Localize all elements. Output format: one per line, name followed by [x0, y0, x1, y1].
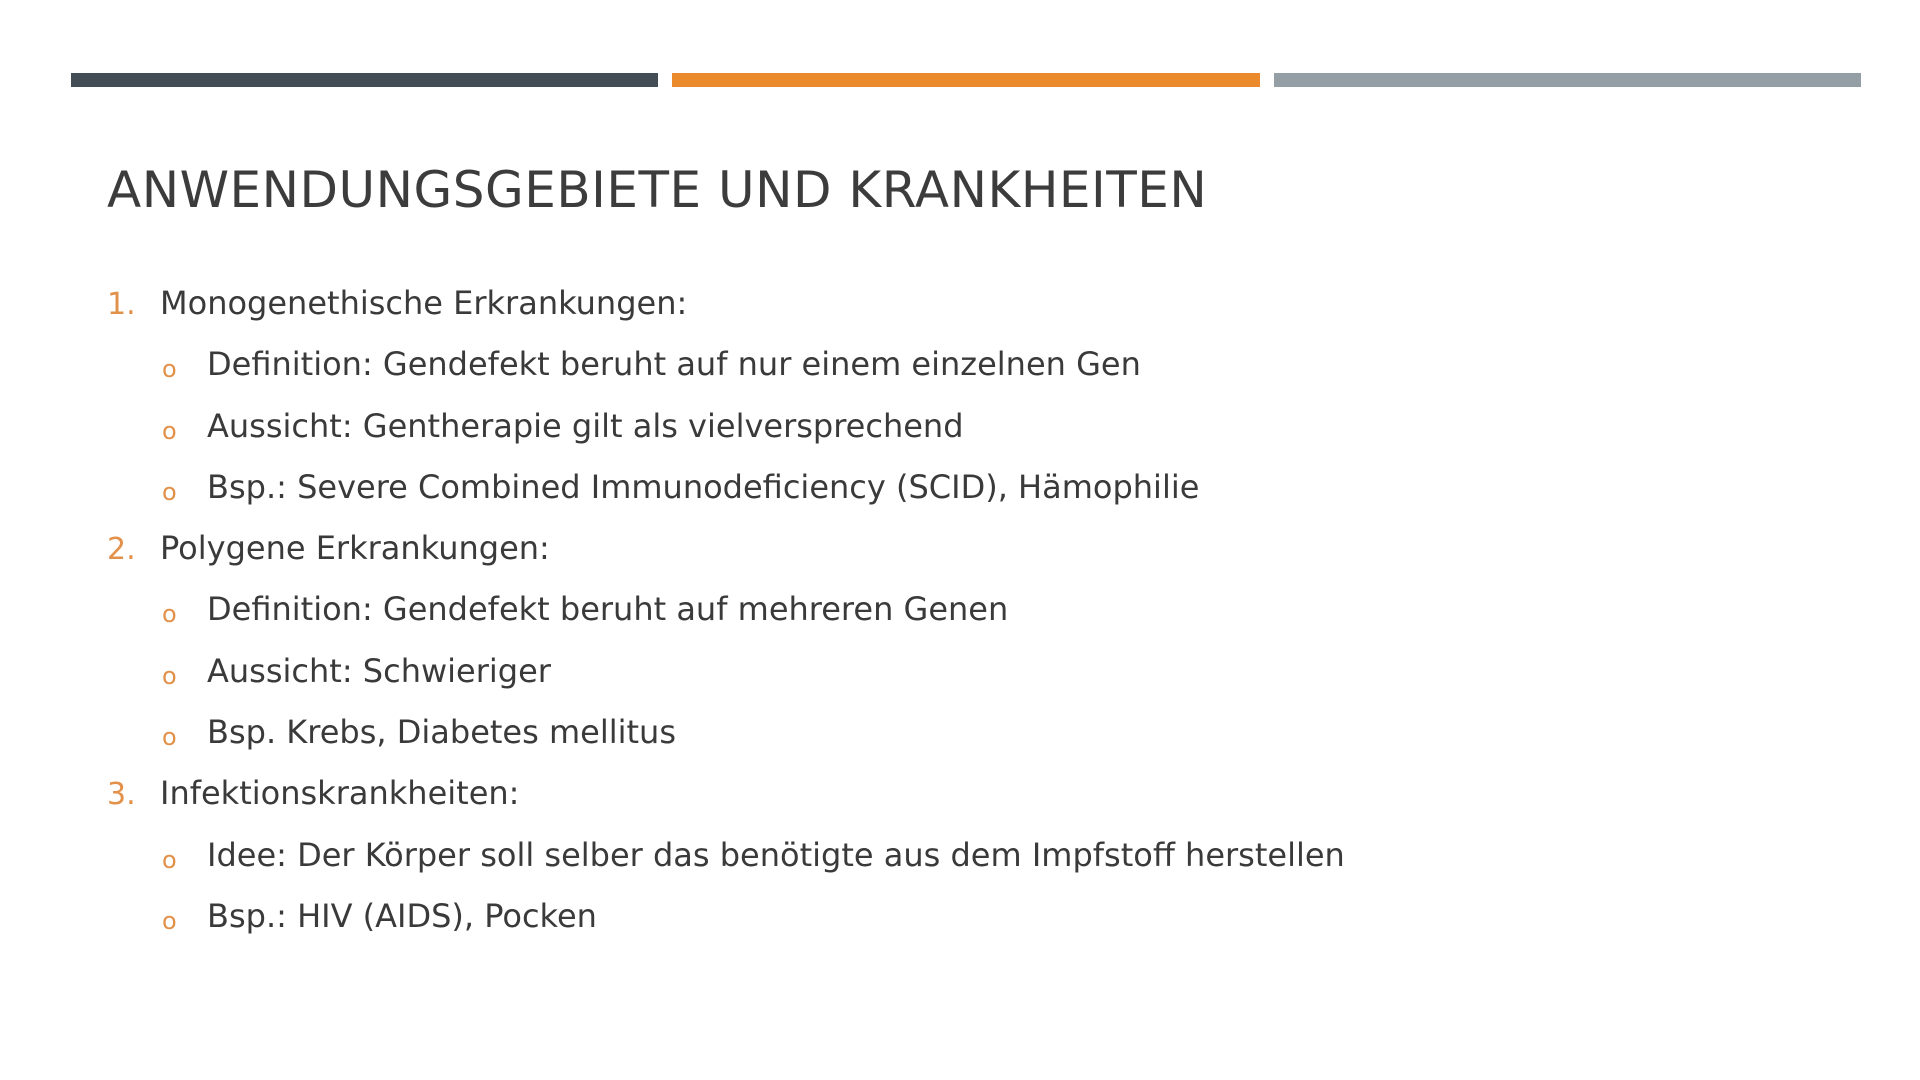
sub-item	[107, 590, 1807, 651]
sub-item-text: Definition: Gendefekt beruht auf nur einem einzelnen Gen	[207, 345, 1141, 384]
sub-item-text: Idee: Der Körper soll selber das benötigte aus dem Impfstoff herstellen	[207, 835, 1345, 874]
bullet-circle-icon: o	[162, 723, 177, 752]
list-item-2	[107, 529, 1807, 590]
bullet-circle-icon: o	[162, 600, 177, 629]
list-number: 1.	[107, 287, 136, 322]
sub-item-text: Bsp.: Severe Combined Immunodeficiency (SCID), Hämophilie	[207, 467, 1200, 506]
slide-title: ANWENDUNGSGEBIETE UND KRANKHEITEN	[107, 161, 1208, 219]
list-item-1	[107, 284, 1807, 345]
list-item-text: Infektionskrankheiten:	[160, 774, 520, 813]
sub-item-text: Bsp.: HIV (AIDS), Pocken	[207, 896, 597, 935]
sub-item	[107, 713, 1807, 774]
bullet-circle-icon: o	[162, 477, 177, 506]
list-item-text: Monogenethische Erkrankungen:	[160, 284, 688, 322]
content-list	[107, 284, 1807, 958]
sub-item	[107, 897, 1807, 958]
list-number: 2.	[107, 532, 136, 568]
sub-item	[107, 345, 1807, 406]
sub-item	[107, 652, 1807, 713]
accent-bars	[71, 73, 1861, 87]
list-item-3	[107, 774, 1807, 835]
sub-item	[107, 407, 1807, 468]
accent-bar-orange	[672, 73, 1259, 87]
sub-item	[107, 836, 1807, 897]
sub-item-text: Aussicht: Gentherapie gilt als vielversprechend	[207, 406, 964, 445]
bullet-circle-icon: o	[162, 906, 177, 935]
bullet-circle-icon: o	[162, 845, 177, 874]
sub-item-text: Bsp. Krebs, Diabetes mellitus	[207, 713, 676, 752]
list-number: 3.	[107, 777, 136, 813]
accent-bar-dark	[71, 73, 658, 87]
list-item-text: Polygene Erkrankungen:	[160, 529, 550, 568]
sub-item-text: Definition: Gendefekt beruht auf mehreren Genen	[207, 590, 1009, 629]
bullet-circle-icon: o	[162, 416, 177, 445]
accent-bar-gray	[1274, 73, 1861, 87]
sub-item	[107, 468, 1807, 529]
bullet-circle-icon: o	[162, 355, 177, 384]
sub-item-text: Aussicht: Schwieriger	[207, 651, 551, 690]
bullet-circle-icon: o	[162, 661, 177, 690]
